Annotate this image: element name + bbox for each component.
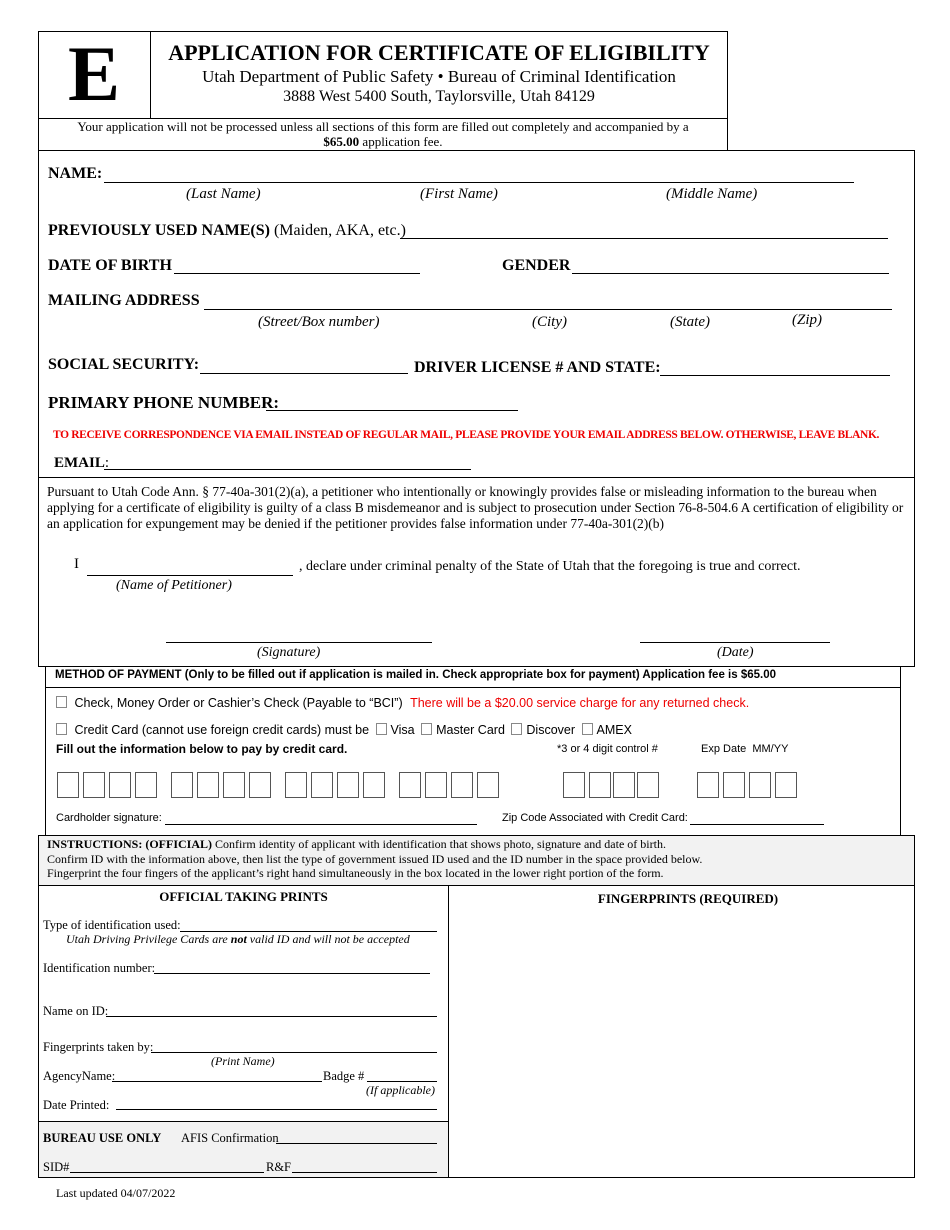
exp-digit-box[interactable]	[749, 772, 771, 798]
card-zip-field[interactable]	[690, 824, 824, 825]
card-digit-box[interactable]	[477, 772, 499, 798]
dob-label: DATE OF BIRTH	[48, 257, 172, 274]
name-on-id-label: Name on ID:	[43, 1004, 109, 1018]
exp-digit-box[interactable]	[723, 772, 745, 798]
fingerprints-box[interactable]	[448, 885, 915, 1178]
id-type-label: Type of identification used:	[43, 918, 181, 932]
name-label: NAME:	[48, 165, 103, 182]
afis-label: AFIS Confirmation	[181, 1131, 279, 1145]
taken-by-label: Fingerprints taken by:	[43, 1040, 154, 1054]
driver-license-label: DRIVER LICENSE # AND STATE:	[414, 359, 661, 376]
agency-field[interactable]	[112, 1081, 322, 1082]
last-updated: Last updated 04/07/2022	[56, 1186, 176, 1200]
zip-caption: (Zip)	[792, 312, 823, 328]
card-digit-box[interactable]	[83, 772, 105, 798]
credit-card-instruction: Fill out the information below to pay by credit card.	[56, 742, 348, 756]
badge-label: Badge #	[323, 1069, 365, 1083]
first-name-caption: (First Name)	[420, 186, 498, 202]
ssn-field[interactable]	[200, 373, 408, 374]
state-caption: (State)	[670, 314, 710, 330]
sid-label: SID#	[43, 1160, 70, 1174]
payment-heading-divider	[45, 687, 901, 688]
driver-license-field[interactable]	[660, 375, 890, 376]
prev-names-label: PREVIOUSLY USED NAME(S) (Maiden, AKA, etc.)	[48, 222, 406, 239]
middle-name-caption: (Middle Name)	[666, 186, 758, 202]
credit-card-checkbox[interactable]	[56, 723, 67, 735]
statute-text: Pursuant to Utah Code Ann. § 77-40a-301(2)(a), a petitioner who intentionally or knowingly provides false or misleading information to the bureau when applying for a certificate of eligibility is guilty of a class B misdemeanor and is subject to prosecution under Section 76-8-504.6 A certification of eligibility or an application for expungement may be denied if the petitioner provides false information under 77-40a-301(2)(b)	[47, 484, 904, 531]
declaration-text: , declare under criminal penalty of the State of Utah that the foregoing is true and correct.	[299, 559, 801, 574]
card-digit-box[interactable]	[197, 772, 219, 798]
mailing-address-label: MAILING ADDRESS	[48, 292, 200, 309]
petitioner-caption: (Name of Petitioner)	[116, 578, 232, 593]
taken-by-field[interactable]	[151, 1052, 437, 1053]
cardholder-signature-field[interactable]	[165, 824, 477, 825]
exp-digit-box[interactable]	[775, 772, 797, 798]
cardholder-signature-label: Cardholder signature:	[56, 812, 162, 824]
card-digit-box[interactable]	[451, 772, 473, 798]
date-field[interactable]	[640, 642, 830, 643]
card-digit-box[interactable]	[399, 772, 421, 798]
control-number-label: *3 or 4 digit control #	[557, 743, 658, 755]
print-name-caption: (Print Name)	[211, 1054, 275, 1068]
card-digit-box[interactable]	[57, 772, 79, 798]
rf-label: R&F	[266, 1160, 292, 1174]
mailing-address-field[interactable]	[204, 309, 892, 310]
badge-field[interactable]	[367, 1081, 437, 1082]
control-digit-box[interactable]	[563, 772, 585, 798]
card-digit-box[interactable]	[135, 772, 157, 798]
email-field[interactable]	[104, 469, 471, 470]
control-digit-box[interactable]	[613, 772, 635, 798]
card-digit-box[interactable]	[171, 772, 193, 798]
payment-heading: METHOD OF PAYMENT (Only to be filled out if application is mailed in. Check appropriate box for payment) Application fee is $65.00	[55, 669, 776, 681]
agency-address: 3888 West 5400 South, Taylorsville, Utah 84129	[283, 88, 595, 105]
street-caption: (Street/Box number)	[258, 314, 380, 330]
bureau-use-label: BUREAU USE ONLY	[43, 1131, 162, 1145]
sid-field[interactable]	[70, 1172, 264, 1173]
card-digit-box[interactable]	[425, 772, 447, 798]
control-digit-box[interactable]	[589, 772, 611, 798]
last-name-caption: (Last Name)	[186, 186, 261, 202]
city-caption: (City)	[532, 314, 567, 330]
visa-checkbox[interactable]	[376, 723, 387, 735]
agency-label: AgencyName:	[43, 1069, 116, 1083]
discover-checkbox[interactable]	[511, 723, 522, 735]
phone-label: PRIMARY PHONE NUMBER:	[48, 393, 280, 412]
gender-field[interactable]	[572, 273, 889, 274]
prev-names-field[interactable]	[400, 238, 888, 239]
name-on-id-field[interactable]	[106, 1016, 437, 1017]
form-letter: E	[67, 30, 121, 117]
declarant-i: I	[74, 556, 79, 572]
rf-field[interactable]	[292, 1172, 437, 1173]
date-caption: (Date)	[717, 645, 754, 660]
official-heading: OFFICIAL TAKING PRINTS	[159, 889, 328, 904]
card-digit-box[interactable]	[249, 772, 271, 798]
card-digit-box[interactable]	[337, 772, 359, 798]
amex-checkbox[interactable]	[582, 723, 593, 735]
email-label: EMAIL:	[54, 455, 110, 471]
bureau-use-box	[38, 1121, 449, 1178]
petitioner-name-field[interactable]	[87, 575, 293, 576]
fee-amount: $65.00	[323, 134, 360, 149]
dob-field[interactable]	[174, 273, 420, 274]
id-note: Utah Driving Privilege Cards are not valid ID and will not be accepted	[66, 932, 410, 946]
form-title: APPLICATION FOR CERTIFICATE OF ELIGIBILITY	[168, 40, 710, 65]
email-notice: TO RECEIVE CORRESPONDENCE VIA EMAIL INSTEAD OF REGULAR MAIL, PLEASE PROVIDE YOUR EMAIL ADDRESS BELOW. OTHERWISE, LEAVE BLANK.	[53, 427, 880, 441]
if-applicable-caption: (If applicable)	[366, 1083, 435, 1097]
date-printed-label: Date Printed:	[43, 1098, 110, 1112]
ssn-label: SOCIAL SECURITY:	[48, 356, 200, 373]
id-number-field[interactable]	[154, 973, 430, 974]
check-option[interactable]: Check, Money Order or Cashier’s Check (Payable to “BCI”) There will be a $20.00 service charge for any returned check.	[56, 696, 749, 710]
id-number-label: Identification number:	[43, 961, 156, 975]
name-field[interactable]	[104, 182, 854, 183]
instructions-text: INSTRUCTIONS: (OFFICIAL) Confirm identity of applicant with identification that shows photo, signature and date of birth. Confirm ID with the information above, then list the type of government issued ID used and the ID number in the space provided below. Fingerprint the four fingers of the applicant’s right hand simultaneously in the box located in the lower right portion of the form.	[47, 837, 703, 880]
processing-notice: Your application will not be processed unless all sections of this form are filled out completely and accompanied by a $65.00 application fee.	[77, 119, 689, 149]
card-digit-box[interactable]	[363, 772, 385, 798]
card-digit-box[interactable]	[285, 772, 307, 798]
card-digit-box[interactable]	[109, 772, 131, 798]
date-printed-field[interactable]	[116, 1109, 437, 1110]
card-digit-box[interactable]	[223, 772, 245, 798]
exp-digit-box[interactable]	[697, 772, 719, 798]
phone-field[interactable]	[266, 410, 518, 411]
check-warning: There will be a $20.00 service charge for any returned check.	[410, 696, 750, 710]
control-digit-box[interactable]	[637, 772, 659, 798]
credit-card-option[interactable]: Credit Card (cannot use foreign credit cards) must be Visa Master Card Discover AMEX	[56, 723, 632, 737]
gender-label: GENDER	[502, 257, 571, 274]
exp-date-label: Exp Date MM/YY	[701, 743, 789, 755]
afis-field[interactable]	[276, 1143, 437, 1144]
mastercard-checkbox[interactable]	[421, 723, 432, 735]
agency-name: Utah Department of Public Safety • Bureau of Criminal Identification	[202, 67, 676, 86]
card-digit-box[interactable]	[311, 772, 333, 798]
card-zip-label: Zip Code Associated with Credit Card:	[502, 812, 688, 824]
check-checkbox[interactable]	[56, 696, 67, 708]
signature-field[interactable]	[166, 642, 432, 643]
fingerprints-heading: FINGERPRINTS (REQUIRED)	[597, 891, 779, 906]
signature-caption: (Signature)	[257, 645, 321, 660]
